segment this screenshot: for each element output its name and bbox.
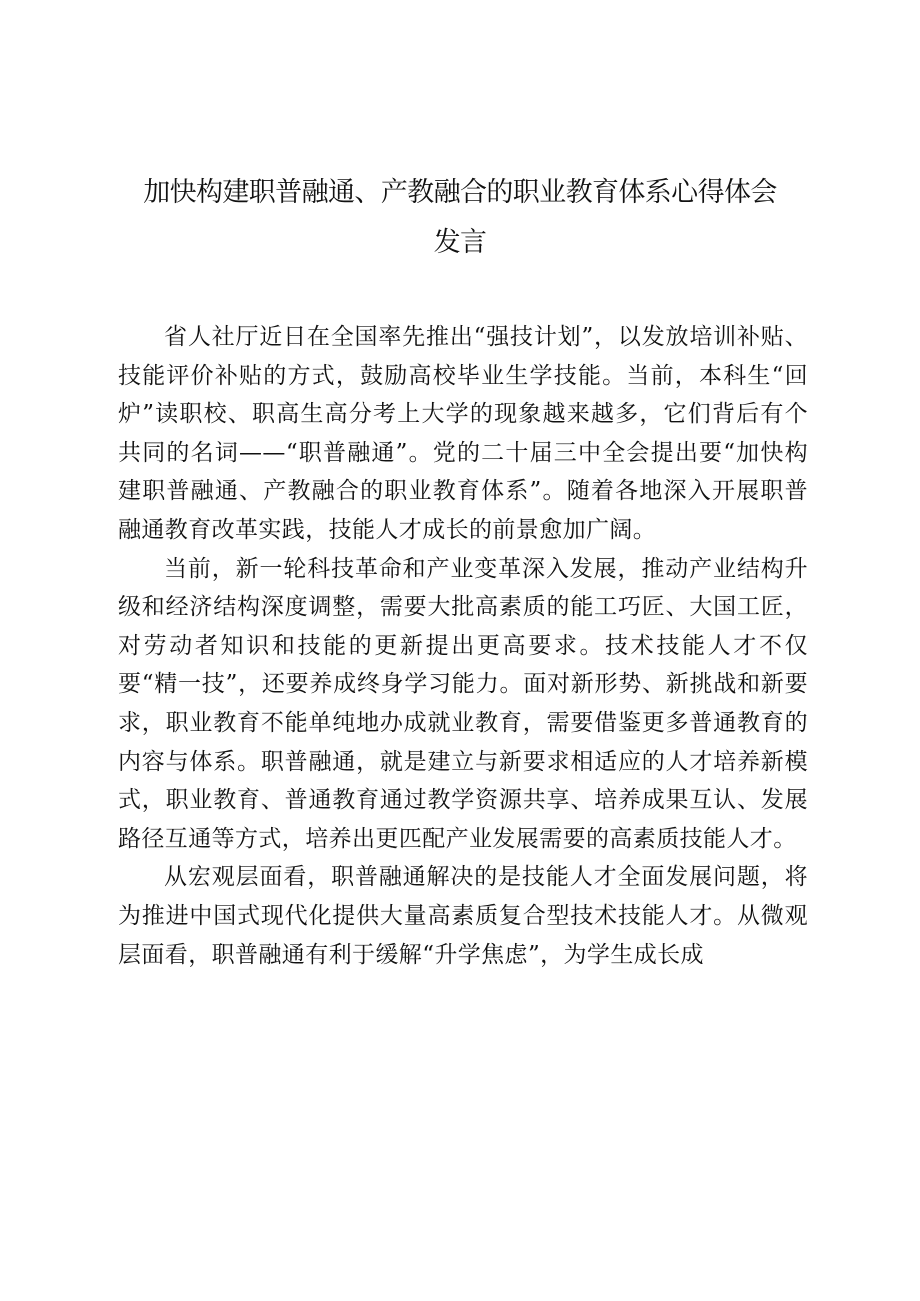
document-body [118, 318, 808, 974]
paragraph-3: 从宏观层面看，职普融通解决的是技能人才全面发展问题，将为推进中国式现代化提供大量高素质复合型技术技能人才。从微观层面看，职普融通有利于缓解“升学焦虑”，为学生成长成 [118, 864, 808, 968]
title-line-2: 发言 [433, 227, 487, 258]
paragraph-1: 省人社厅近日在全国率先推出“强技计划”，以发放培训补贴、技能评价补贴的方式，鼓励高校毕业生学技能。当前，本科生“回炉”读职校、职高生高分考上大学的现象越来越多，它们背后有个共同的名词——“职普融通”。党的二十届三中全会提出要“加快构建职普融通、产教融合的职业教育体系”。随着各地深入开展职普融通教育改革实践，技能人才成长的前景愈加广阔。 [118, 324, 808, 543]
document-title [110, 168, 810, 268]
title-line-1: 加快构建职普融通、产教融合的职业教育体系心得体会 [143, 177, 777, 208]
paragraph-2: 当前，新一轮科技革命和产业变革深入发展，推动产业结构升级和经济结构深度调整，需要大批高素质的能工巧匠、大国工匠，对劳动者知识和技能的更新提出更高要求。技术技能人才不仅要“精一技”，还要养成终身学习能力。面对新形势、新挑战和新要求，职业教育不能单纯地办成就业教育，需要借鉴更多普通教育的内容与体系。职普融通，就是建立与新要求相适应的人才培养新模式，职业教育、普通教育通过教学资源共享、培养成果互认、发展路径互通等方式，培养出更匹配产业发展需要的高素质技能人才。 [118, 555, 808, 852]
